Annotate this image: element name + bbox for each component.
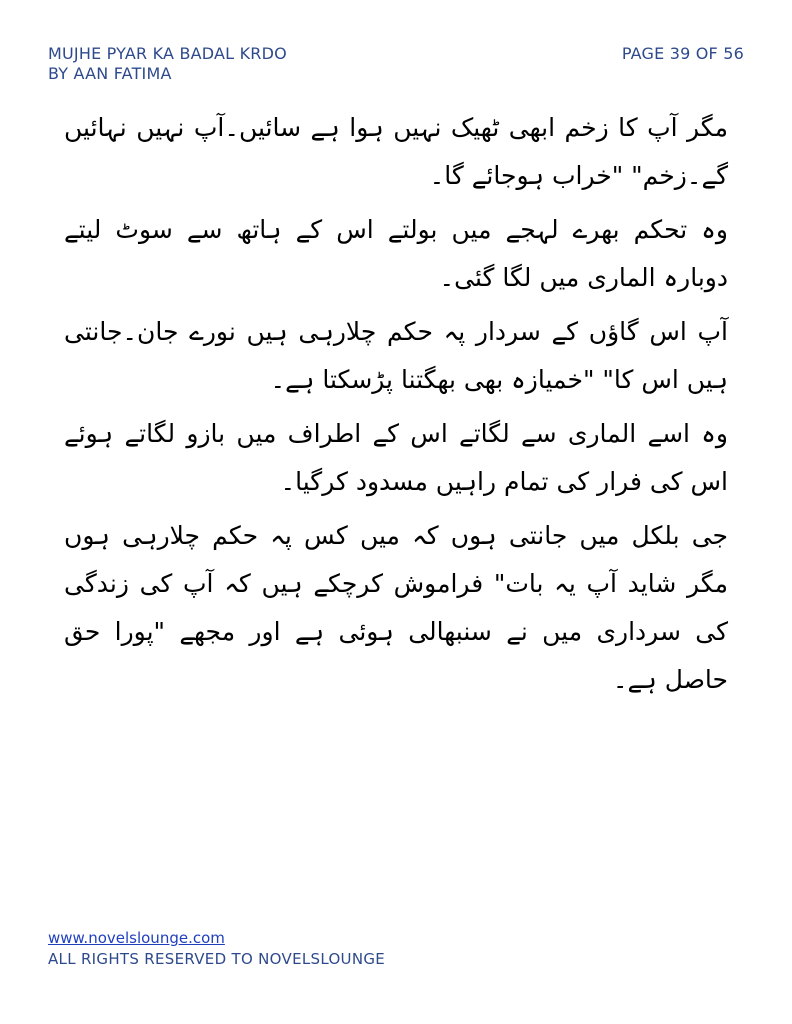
story-body bbox=[64, 104, 728, 710]
rights-notice: ALL RIGHTS RESERVED TO NOVELSLOUNGE bbox=[48, 950, 386, 968]
paragraph-1: مگر آپ کا زخم ابھی ٹھیک نہیں ہوا ہے سائیں۔آپ نہیں نہائیں گے۔زخم" "خراب ہوجائے گا۔ bbox=[64, 113, 728, 190]
paragraph-5: جی بلکل میں جانتی ہوں کہ میں کس پہ حکم چلارہی ہوں مگر شاید آپ یہ بات" فراموش کرچکے ہیں کہ آپ کی زندگی کی سرداری میں نے سنبھالی ہوئی ہے اور مجھے "پورا حق حاصل ہے۔ bbox=[64, 521, 728, 694]
document-header-left bbox=[48, 44, 287, 84]
document-footer bbox=[48, 928, 385, 970]
paragraph-4: وہ اسے الماری سے لگاتے اس کے اطراف میں بازو لگاتے ہوئے اس کی فرار کی تمام راہیں مسدود کرگیا۔ bbox=[64, 419, 728, 496]
website-link[interactable]: www.novelslounge.com bbox=[48, 929, 225, 947]
novel-title: MUJHE PYAR KA BADAL KRDO bbox=[48, 44, 287, 63]
novel-author: BY AAN FATIMA bbox=[48, 64, 172, 83]
page-number: PAGE 39 OF 56 bbox=[621, 44, 744, 63]
paragraph-3: آپ اس گاؤں کے سردار پہ حکم چلارہی ہیں نورے جان۔جانتی ہیں اس کا" "خمیازہ بھی بھگتنا پڑسکتا ہے۔ bbox=[64, 317, 728, 394]
paragraph-2: وہ تحکم بھرے لہجے میں بولتے اس کے ہاتھ سے سوٹ لیتے دوبارہ الماری میں لگا گئی۔ bbox=[64, 215, 728, 292]
